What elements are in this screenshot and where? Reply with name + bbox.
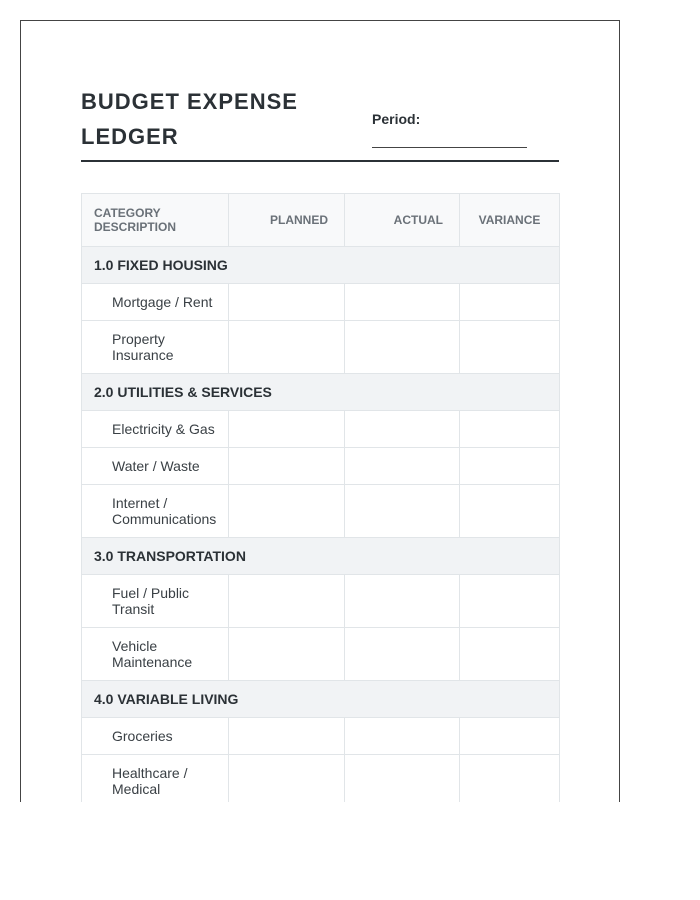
actual-cell[interactable] xyxy=(345,321,460,374)
planned-cell[interactable] xyxy=(229,628,345,681)
variance-cell[interactable] xyxy=(460,718,560,755)
planned-cell[interactable] xyxy=(229,321,345,374)
table-row xyxy=(82,411,560,448)
item-description: Mortgage / Rent xyxy=(82,284,229,321)
item-description: Electricity & Gas xyxy=(82,411,229,448)
item-description: Healthcare / Medical xyxy=(82,755,229,803)
actual-cell[interactable] xyxy=(345,448,460,485)
section-label: 2.0 UTILITIES & SERVICES xyxy=(82,374,560,411)
item-description: Water / Waste xyxy=(82,448,229,485)
variance-cell[interactable] xyxy=(460,755,560,803)
planned-cell[interactable] xyxy=(229,448,345,485)
item-description: Fuel / Public Transit xyxy=(82,575,229,628)
planned-cell[interactable] xyxy=(229,575,345,628)
variance-cell[interactable] xyxy=(460,411,560,448)
variance-cell[interactable] xyxy=(460,575,560,628)
section-row-utilities xyxy=(82,374,560,411)
variance-cell[interactable] xyxy=(460,628,560,681)
section-label: 1.0 FIXED HOUSING xyxy=(82,247,560,284)
table-row xyxy=(82,448,560,485)
variance-cell[interactable] xyxy=(460,321,560,374)
item-description: Groceries xyxy=(82,718,229,755)
header-variance: VARIANCE xyxy=(460,194,560,247)
planned-cell[interactable] xyxy=(229,485,345,538)
actual-cell[interactable] xyxy=(345,718,460,755)
table-row xyxy=(82,755,560,803)
variance-cell[interactable] xyxy=(460,284,560,321)
planned-cell[interactable] xyxy=(229,284,345,321)
planned-cell[interactable] xyxy=(229,755,345,803)
variance-cell[interactable] xyxy=(460,485,560,538)
actual-cell[interactable] xyxy=(345,628,460,681)
item-description: Internet / Communications xyxy=(82,485,229,538)
section-label: 4.0 VARIABLE LIVING xyxy=(82,681,560,718)
section-row-fixed-housing xyxy=(82,247,560,284)
planned-cell[interactable] xyxy=(229,718,345,755)
variance-cell[interactable] xyxy=(460,448,560,485)
item-description: Property Insurance xyxy=(82,321,229,374)
actual-cell[interactable] xyxy=(345,485,460,538)
title-divider xyxy=(81,160,559,162)
table-row xyxy=(82,628,560,681)
table-row xyxy=(82,718,560,755)
period-label: Period: xyxy=(372,111,421,127)
table-row xyxy=(82,485,560,538)
table-row xyxy=(82,321,560,374)
expense-ledger-table xyxy=(81,193,560,802)
actual-cell[interactable] xyxy=(345,284,460,321)
section-label: 3.0 TRANSPORTATION xyxy=(82,538,560,575)
ledger-page xyxy=(20,20,620,802)
header-category: CATEGORY DESCRIPTION xyxy=(82,194,229,247)
period-input-line[interactable] xyxy=(372,147,527,148)
header-actual: ACTUAL xyxy=(345,194,460,247)
planned-cell[interactable] xyxy=(229,411,345,448)
document-title: BUDGET EXPENSE LEDGER xyxy=(81,89,298,149)
header-planned: PLANNED xyxy=(229,194,345,247)
section-row-transportation xyxy=(82,538,560,575)
actual-cell[interactable] xyxy=(345,411,460,448)
table-row xyxy=(82,284,560,321)
actual-cell[interactable] xyxy=(345,575,460,628)
section-row-variable-living xyxy=(82,681,560,718)
table-header-row xyxy=(82,194,560,247)
item-description: Vehicle Maintenance xyxy=(82,628,229,681)
actual-cell[interactable] xyxy=(345,755,460,803)
table-row xyxy=(82,575,560,628)
